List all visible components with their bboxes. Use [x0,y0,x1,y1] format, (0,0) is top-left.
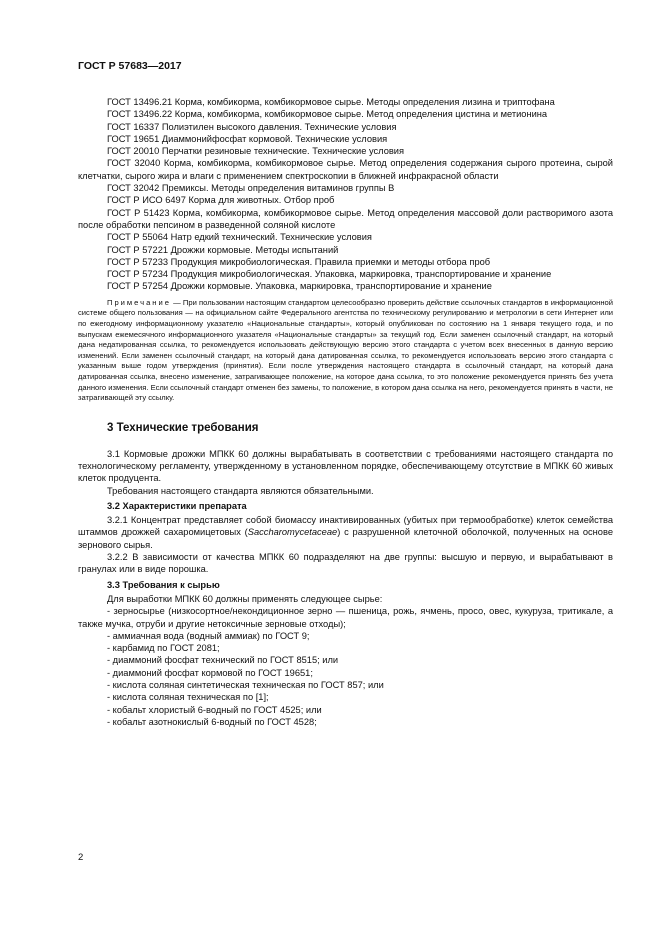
normative-references [78,96,613,293]
reference-item: ГОСТ Р 51423 Корма, комбикорма, комбикормовое сырье. Метод определения массовой доли растворимого азота после обработки пепсином в разведенной соляной кислоте [78,207,613,230]
reference-item: ГОСТ 13496.22 Корма, комбикорма, комбикормовое сырье. Метод определения цистина и метионина [107,109,548,120]
clause-3-1: 3.1 Кормовые дрожжи МПКК 60 должны вырабатывать в соответствии с требованиями настоящего стандарта по технологическому регламенту, утвержденному в установленном порядке, обеспечивающему отсутствие в МПКК 60 живых клеток продуцента. [78,448,613,484]
reference-item: ГОСТ Р 57221 Дрожжи кормовые. Методы испытаний [107,244,339,255]
reference-item: ГОСТ Р 57234 Продукция микробиологическая. Упаковка, маркировка, транспортирование и хранение [107,269,552,280]
raw-material-item: - кобальт азотнокислый 6-водный по ГОСТ 4528; [107,716,317,727]
subsection-3-3-title: 3.3 Требования к сырью [107,579,220,590]
reference-item: ГОСТ Р 57233 Продукция микробиологическая. Правила приемки и методы отбора проб [107,256,491,267]
reference-item: ГОСТ 16337 Полиэтилен высокого давления. Технические условия [107,121,397,132]
page-number: 2 [78,852,84,863]
reference-item: ГОСТ 20010 Перчатки резиновые технические. Технические условия [107,146,405,157]
reference-item: ГОСТ 13496.21 Корма, комбикорма, комбикормовое сырье. Методы определения лизина и триптофана [107,97,555,107]
latin-name: Saccharomycetaceae [247,527,338,538]
raw-material-item: - диаммоний фосфат технический по ГОСТ 8515; или [107,655,339,666]
clause-3-2-1-text: 3.2.1 Концентрат представляет собой биомассу инактивированных (убитых при термообработке) клеток семейства штаммов дрожжей сахаромицетовых ( [78,515,613,538]
reference-item: ГОСТ Р 55064 Натр едкий технический. Технические условия [107,232,372,243]
raw-material-item: - диаммоний фосфат кормовой по ГОСТ 19651; [107,667,313,678]
subsection-3-2-title: 3.2 Характеристики препарата [107,500,247,511]
raw-material-item: - кислота соляная синтетическая техническая по ГОСТ 857; или [107,680,384,691]
reference-item: ГОСТ Р ИСО 6497 Корма для животных. Отбор проб [107,195,335,206]
raw-material-item: - карбамид по ГОСТ 2081; [107,643,220,654]
note-paragraph [78,298,613,404]
raw-material-item: - кобальт хлористый 6-водный по ГОСТ 4525; или [107,704,322,715]
raw-material-item: - аммиачная вода (водный аммиак) по ГОСТ 9; [107,630,310,641]
document-header: ГОСТ Р 57683—2017 [78,60,182,72]
reference-item: ГОСТ Р 57254 Дрожжи кормовые. Упаковка, маркировка, транспортирование и хранение [107,281,492,292]
reference-item: ГОСТ 32042 Премиксы. Методы определения витаминов группы В [107,183,395,194]
clause-3-2-1-text-end: ) с разрушенной клеточной оболочкой, полученных на основе зернового сырья. [78,527,613,550]
note-label: Примечание [107,297,171,307]
section-3-title: 3 Технические требования [107,421,259,434]
reference-item: ГОСТ 32040 Корма, комбикорма, комбикормовое сырье. Метод определения содержания сырого протеина, сырой клетчатки, сырого жира и влаги с применением спектроскопии в ближней инфракрасной области [78,158,613,181]
clause-3-3-intro: Для выработки МПКК 60 должны применять следующее сырье: [107,593,383,604]
note-text: — При пользовании настоящим стандартом целесообразно проверить действие ссылочных стандартов в информационной системе общего пользования — на официальном сайте Федерального агентства по техническому регулированию и метрологии в сети Интернет или по ежегодному информационному указателю «Национальные стандарты», который опубликован по состоянию на 1 января текущего года, и по выпускам ежемесячного информационного указателя «Национальные стандарты» за текущий год. Если заменен ссылочный стандарт, на который дана недатированная ссылка, то рекомендуется использовать действующую версию этого стандарта с учетом всех внесенных в данную версию изменений. Если заменен ссылочный стандарт, на который дана датированная ссылка, то рекомендуется использовать версию этого стандарта с указанным выше годом утверждения (принятия). Если после утверждения настоящего стандарта в ссылочный стандарт, на который дана датированная ссылка, внесено изменение, затрагивающее положение, на которое дана ссылка, то это положение рекомендуется принять без учета данного изменения. Если ссылочный стандарт отменен без замены, то положение, в котором дана ссылка на него, рекомендуется принять в части, не затрагивающей эту ссылку. [78,297,613,403]
clause-3-1-mandatory: Требования настоящего стандарта являются обязательными. [107,485,374,496]
clause-3-2-2: 3.2.2 В зависимости от качества МПКК 60 подразделяют на две группы: высшую и первую, и вырабатывают в гранулах или в виде порошка. [78,552,613,575]
clause-3-2-1 [78,514,613,551]
document-page [78,60,613,728]
raw-material-item: - зерносырье (низкосортное/некондиционное зерно — пшеница, рожь, ячмень, просо, овес, кукуруза, тритикале, а также мучка, отруби и другие нетоксичные зерновые отходы); [78,606,613,629]
reference-item: ГОСТ 19651 Диаммонийфосфат кормовой. Технические условия [107,133,388,144]
raw-material-item: - кислота соляная техническая по [1]; [107,692,269,703]
